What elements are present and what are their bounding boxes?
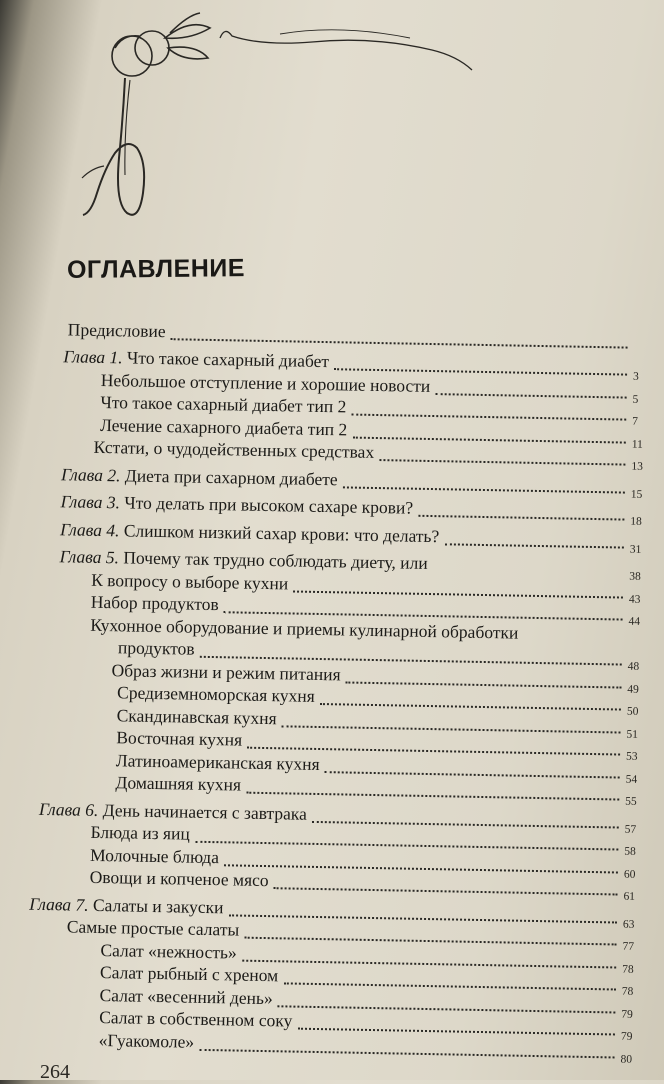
toc-entry-label: Предисловие	[67, 318, 166, 341]
chapter-number: Глава 3.	[60, 491, 121, 513]
toc-entry-label: Салаты и закуски	[92, 894, 224, 917]
toc-entry-label: Набор продуктов	[90, 591, 219, 615]
toc-entry-label: К вопросу о выборе кухни	[91, 569, 289, 593]
chapter-number: Глава 7.	[29, 893, 89, 915]
page-number-label: 7	[632, 415, 639, 428]
page-number-label: 53	[625, 750, 638, 763]
toc-entry-label: День начинается с завтрака	[102, 799, 308, 824]
page-number-label: 48	[627, 660, 640, 673]
toc-entry-text	[117, 705, 277, 728]
page-number-label: 78	[622, 963, 634, 976]
leader-dots	[199, 1048, 614, 1058]
leader-dots	[379, 459, 625, 466]
page-number-label: 54	[625, 773, 638, 786]
leader-dots	[171, 338, 628, 348]
toc-entry-label: Средиземноморская кухня	[116, 682, 316, 706]
page-number-label: 55	[625, 795, 637, 808]
toc-entry-text	[100, 414, 348, 439]
toc-entry-label: Что делать при высоком сахаре крови?	[124, 492, 414, 518]
toc-entry-label: «Гуакомоле»	[98, 1029, 195, 1052]
toc-entry-label: Кстати, о чудодейственных средствах	[93, 436, 375, 462]
toc-entry-label: Салат «весенний день»	[99, 984, 273, 1008]
toc-entry-text	[90, 867, 269, 890]
toc-entry-label: продуктов	[117, 637, 195, 659]
toc-entry-text	[90, 844, 219, 866]
toc-entry-text	[39, 798, 307, 823]
toc-entry-text	[67, 916, 240, 939]
toc-entry-text	[116, 750, 320, 774]
page-number-label: 79	[620, 1030, 633, 1043]
page-number-label: 79	[621, 1008, 633, 1021]
page-number-label: 77	[622, 940, 635, 953]
chapter-number: Глава 6.	[38, 798, 99, 820]
leader-dots	[444, 543, 623, 548]
page-number-label: 61	[623, 890, 636, 903]
toc-entry-label: Слишком низкий сахар крови: что делать?	[123, 519, 440, 546]
toc-entry-text	[100, 940, 237, 962]
toc-entry-text	[99, 1007, 293, 1031]
leader-dots	[343, 486, 625, 493]
page-number-label: 80	[620, 1053, 633, 1066]
toc-entry-label: Что такое сахарный диабет тип 2	[100, 391, 347, 417]
page-number-label: 38	[629, 570, 641, 583]
toc-entry-text	[93, 437, 374, 462]
page-number-label: 3	[632, 370, 639, 383]
toc-entry-label: Кухонное оборудование и приемы кулинарной обработки	[90, 614, 519, 643]
chapter-number: Глава 5.	[59, 546, 120, 568]
page-number-label: 50	[626, 705, 639, 718]
toc-entry-text	[100, 962, 279, 985]
toc-entry-text	[91, 592, 219, 614]
toc-entry-label: Что такое сахарный диабет	[126, 347, 330, 372]
page-number: 264	[40, 1061, 70, 1083]
toc-entry-text	[90, 822, 190, 844]
toc-entry-label: Салат в собственном соку	[99, 1007, 293, 1031]
leader-dots	[418, 515, 624, 521]
toc-entry-text	[116, 727, 242, 749]
toc-entry-label: Молочные блюда	[89, 844, 220, 867]
page-number-label: 13	[631, 460, 643, 473]
toc-entry-text	[91, 569, 288, 593]
page-number-label: 58	[624, 845, 636, 858]
toc-entry-text	[61, 464, 338, 489]
page-number-label: 60	[623, 868, 636, 881]
toc-entry-text	[60, 519, 440, 546]
toc-entry-label: Самые простые салаты	[66, 916, 240, 940]
toc-entry-label: Почему так трудно соблюдать диету, или	[123, 547, 428, 573]
toc-entry-label: Скандинавская кухня	[116, 704, 277, 728]
chapter-number: Глава 2.	[60, 463, 121, 485]
toc-entry-text	[115, 772, 241, 794]
toc-entry-text	[29, 893, 224, 917]
leader-dots	[246, 792, 619, 801]
toc-entry-label: Салат «нежность»	[100, 939, 237, 963]
page-number-label: 44	[628, 615, 641, 628]
toc-entry-label: Домашняя кухня	[115, 772, 242, 795]
toc-entry-text	[68, 319, 166, 341]
toc-entry-text	[60, 491, 413, 517]
toc-entry-text	[111, 660, 340, 684]
page-number-label: 78	[621, 985, 634, 998]
chapter-number: Глава 4.	[59, 518, 120, 540]
page-number-label: 31	[629, 543, 642, 556]
page-number-label: 18	[630, 515, 642, 528]
page-title: ОГЛАВЛЕНИЕ	[66, 254, 246, 284]
toc-entry-label: Небольшое отступление и хорошие новости	[100, 369, 431, 396]
toc-entry-text	[118, 637, 195, 658]
toc-entry-label: Латиноамериканская кухня	[115, 749, 320, 774]
decorative-ornament	[70, 8, 530, 238]
page-number-label: 51	[626, 728, 639, 741]
toc-entry-text	[100, 392, 346, 417]
page-number-label: 43	[628, 593, 641, 606]
toc-entry-label: Лечение сахарного диабета тип 2	[99, 414, 348, 439]
table-of-contents	[0, 317, 664, 1066]
toc-entry-label: Овощи и копченое мясо	[89, 866, 269, 891]
toc-entry-text	[99, 1030, 195, 1052]
toc-entry-label: Образ жизни и режим питания	[111, 659, 341, 684]
toc-entry-label: Восточная кухня	[116, 727, 243, 750]
page-number-label: 15	[630, 488, 643, 501]
toc-entry-text	[117, 682, 315, 706]
page-number-label: 63	[622, 918, 635, 931]
toc-entry-label: Блюда из яиц	[90, 821, 190, 844]
page-number-label: 49	[627, 683, 639, 696]
leader-dots	[274, 887, 618, 895]
toc-entry-text	[63, 346, 329, 371]
toc-entry-text	[99, 985, 272, 1008]
page-number-label: 11	[631, 438, 643, 451]
page-number-label: 57	[624, 823, 637, 836]
toc-entry-label: Салат рыбный с хреном	[99, 962, 279, 986]
toc-entry-label: Диета при сахарном диабете	[124, 464, 338, 489]
chapter-number: Глава 1.	[63, 346, 123, 368]
page-number-label: 5	[632, 393, 639, 406]
